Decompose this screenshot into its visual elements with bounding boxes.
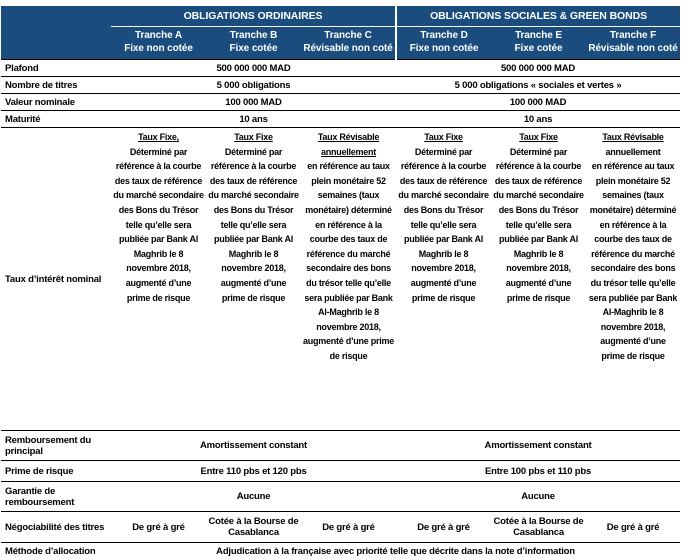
table-row-taux-interet: [1, 128, 680, 431]
tranche-f-name: Tranche F: [609, 29, 657, 41]
taux-c-body: en référence au taux plein monétaire 52 semaines (taux monétaire) déterminé en référence à la courbe des taux de référence du marché secondaire des bons du trésor telle qu’elle sera publiée par Bank Al-Maghrib le 8 novembre 2018, augmenté d’une prime de risque: [303, 161, 395, 361]
group-obligations-ordinaires: OBLIGATIONS ORDINAIRES: [111, 6, 396, 27]
taux-tranche-b-cell: [206, 128, 301, 431]
valeur-nominale-sociales-value: 100 000 MAD: [509, 96, 567, 108]
tranche-f-type: Révisable non coté: [588, 42, 678, 54]
tranche-e-header: [491, 27, 586, 60]
taux-tranche-d-cell: [396, 128, 491, 431]
taux-c-heading2: annuellement: [321, 146, 377, 157]
negociabilite-tranche-c-value: De gré à gré: [322, 521, 375, 533]
taux-d-body: Déterminé par référence à la courbe des taux de référence du marché secondaire des Bons du Trésor telle qu’elle sera publiée par Bank Al Maghrib le 8 novembre 2018, augmenté d’une prime de risque: [398, 146, 489, 303]
row-label-garantie: Garantie de remboursement: [5, 485, 75, 508]
row-label-remboursement: Remboursement du principal: [5, 434, 92, 457]
maturite-ordinaires-value: 10 ans: [239, 113, 268, 125]
taux-a-heading: Taux Fixe,: [138, 132, 179, 142]
taux-e-heading: Taux Fixe: [519, 132, 558, 142]
group-obligations-sociales-green-bonds: OBLIGATIONS SOCIALES & GREEN BONDS: [396, 6, 680, 27]
table-row-prime-risque: [1, 461, 680, 482]
tranche-b-header: [206, 27, 301, 60]
plafond-ordinaires-value: 500 000 000 MAD: [216, 62, 291, 74]
taux-tranche-e-cell: [491, 128, 586, 431]
table-row-plafond: [1, 60, 680, 77]
negociabilite-tranche-a-value: De gré à gré: [132, 521, 185, 533]
header-corner-cell: [1, 6, 111, 60]
table-row-maturite: [1, 111, 680, 128]
tranche-e-name: Tranche E: [515, 29, 562, 41]
methode-allocation-value: Adjudication à la française avec priorité telle que décrite dans la note d’information: [216, 545, 575, 557]
taux-tranche-a-cell: [111, 128, 206, 431]
tranche-d-type: Fixe non cotée: [409, 42, 479, 54]
tranche-f-header: [586, 27, 680, 60]
taux-a-body: Déterminé par référence à la courbe des taux de référence du marché secondaire des Bons du Trésor telle qu’elle sera publiée par Bank Al Maghrib le 8 novembre 2018, augmenté d’une prime de risque: [113, 146, 204, 303]
taux-b-body: Déterminé par référence à la courbe des taux de référence du marché secondaire des Bons du Trésor telle qu’elle sera publiée par Bank Al Maghrib le 8 novembre 2018, augmenté d’une prime de risque: [208, 146, 299, 303]
valeur-nominale-ordinaires-value: 100 000 MAD: [225, 96, 282, 108]
taux-tranche-c-cell: [301, 128, 396, 431]
tranche-a-type: Fixe non cotée: [124, 42, 193, 54]
taux-f-heading2: annuellement: [605, 146, 661, 157]
tranche-a-header: [111, 27, 206, 60]
table-row-negociabilite: [1, 512, 680, 543]
table-row-valeur-nominale: [1, 94, 680, 111]
tranche-c-header: [301, 27, 396, 60]
maturite-sociales-value: 10 ans: [523, 113, 553, 125]
taux-e-body: Déterminé par référence à la courbe des taux de référence du marché secondaire des Bons du Trésor telle qu’elle sera publiée par Bank Al Maghrib le 8 novembre 2018, augmenté d’une prime de risque: [493, 146, 584, 303]
remboursement-sociales-value: Amortissement constant: [484, 440, 592, 451]
tranche-c-type: Révisable non coté: [303, 42, 393, 54]
tranche-d-name: Tranche D: [420, 29, 468, 41]
term-sheet-table: [1, 6, 680, 559]
row-label-plafond: Plafond: [5, 62, 39, 74]
group-header-row: [1, 6, 680, 27]
table-row-nombre-titres: [1, 77, 680, 94]
row-label-methode-allocation: Méthode d’allocation: [5, 545, 96, 557]
taux-tranche-f-cell: [586, 128, 680, 431]
negociabilite-tranche-d-value: De gré à gré: [417, 521, 470, 533]
row-label-maturite: Maturité: [5, 113, 41, 125]
table-row-methode-allocation: [1, 543, 680, 559]
tranche-a-name: Tranche A: [134, 29, 183, 41]
tranche-b-name: Tranche B: [229, 29, 278, 41]
tranche-d-header: [396, 27, 491, 60]
taux-f-heading: Taux Révisable: [602, 132, 664, 142]
tranche-c-name: Tranche C: [324, 29, 372, 41]
row-label-nombre-titres: Nombre de titres: [5, 79, 78, 91]
prime-risque-ordinaires-value: Entre 110 pbs et 120 pbs: [200, 465, 307, 477]
nombre-titres-sociales-value: 5 000 obligations « sociales et vertes »: [454, 79, 622, 91]
taux-d-heading: Taux Fixe: [424, 132, 463, 142]
negociabilite-tranche-e-value: Cotée à la Bourse de Casablanca: [493, 516, 584, 538]
tranche-e-type: Fixe cotée: [514, 42, 563, 54]
garantie-sociales-value: Aucune: [521, 491, 555, 502]
table-row-garantie: [1, 482, 680, 512]
remboursement-ordinaires-value: Amortissement constant: [200, 440, 307, 451]
row-label-prime-risque: Prime de risque: [5, 465, 74, 477]
negociabilite-tranche-f-value: De gré à gré: [606, 521, 660, 533]
taux-f-body: en référence au taux plein monétaire 52 semaines (taux monétaire) déterminé en référence à la courbe des taux de référence du marché secondaire des bons du trésor telle qu’elle sera publiée par Bank Al-Maghrib le 8 novembre 2018, augmenté d’une prime de risque: [588, 161, 678, 361]
negociabilite-tranche-b-value: Cotée à la Bourse de Casablanca: [208, 516, 299, 538]
row-label-taux-interet: Taux d’intérêt nominal: [5, 273, 102, 285]
plafond-sociales-value: 500 000 000 MAD: [500, 62, 576, 74]
taux-c-heading: Taux Révisable: [317, 132, 380, 142]
taux-b-heading: Taux Fixe: [234, 132, 273, 142]
garantie-ordinaires-value: Aucune: [236, 491, 271, 502]
table-row-remboursement: [1, 431, 680, 461]
tranche-b-type: Fixe cotée: [229, 42, 278, 54]
row-label-negociabilite: Négociabilité des titres: [5, 521, 105, 533]
prime-risque-sociales-value: Entre 100 pbs et 110 pbs: [484, 465, 592, 477]
nombre-titres-ordinaires-value: 5 000 obligations: [216, 79, 291, 91]
row-label-valeur-nominale: Valeur nominale: [5, 96, 75, 108]
